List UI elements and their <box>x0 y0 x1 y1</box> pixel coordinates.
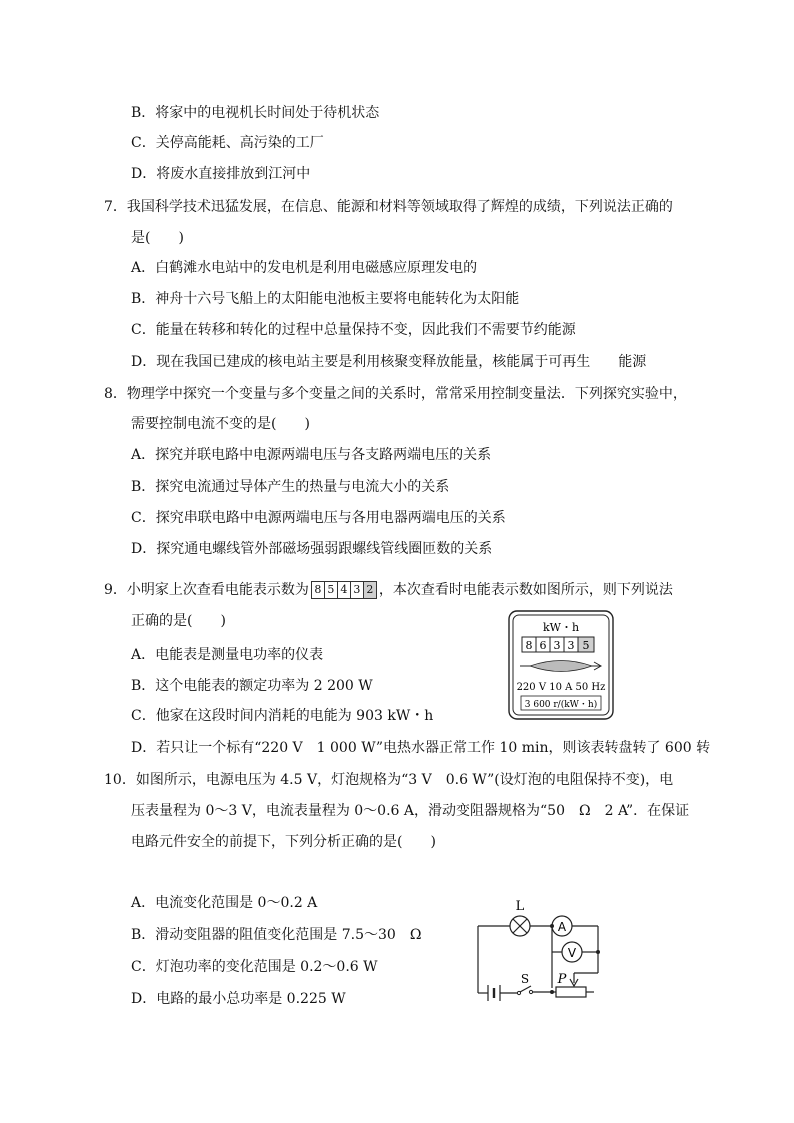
electric-meter-figure <box>508 610 614 720</box>
q7-option-a: A．白鹤滩水电站中的发电机是利用电磁感应原理发电的 <box>131 260 478 276</box>
junction-dot <box>550 990 554 994</box>
lamp-label: L <box>515 899 525 914</box>
meter-digit: 8 <box>525 639 533 652</box>
q9-stem-line2: 正确的是( ) <box>131 613 226 629</box>
voltmeter-label: V <box>567 946 577 960</box>
q10-option-c: C．灯泡功率的变化范围是 0.2～0.6 W <box>131 959 378 975</box>
q7-stem-line2: 是( ) <box>131 230 184 246</box>
prev-digit: 3 <box>351 582 364 598</box>
meter-digit-window <box>522 637 594 652</box>
q9-stem-suffix: ，本次查看时电能表示数如图所示，则下列说法 <box>378 582 673 598</box>
q10-option-a: A．电流变化范围是 0～0.2 A <box>131 895 318 911</box>
ammeter-label: A <box>557 920 567 934</box>
meter-digit-decimal: 5 <box>582 639 590 652</box>
prev-digit: 4 <box>338 582 351 598</box>
meter-spec: 220 V 10 A 50 Hz <box>516 682 606 693</box>
battery-icon <box>488 985 500 1001</box>
meter-digit: 3 <box>567 639 575 652</box>
junction-dot <box>550 924 554 928</box>
meter-digit: 3 <box>553 639 561 652</box>
q8-option-c: C．探究串联电路中电源两端电压与各用电器两端电压的关系 <box>131 510 506 526</box>
q9-option-b: B．这个电能表的额定功率为 2 200 W <box>131 678 373 694</box>
slider-label: P <box>557 972 567 987</box>
prev-digit: 8 <box>312 582 325 598</box>
switch-icon <box>517 986 532 995</box>
circuit-diagram <box>470 893 610 1008</box>
q9-option-c: C．他家在这段时间内消耗的电能为 903 kW・h <box>131 708 434 724</box>
circuit-wires <box>478 926 598 993</box>
q9-stem-line1 <box>104 580 673 600</box>
q10-option-d: D．电路的最小总功率是 0.225 W <box>131 991 346 1007</box>
meter-unit: kW・h <box>542 621 580 634</box>
q8-stem-line1: 8．物理学中探究一个变量与多个变量之间的关系时，常常采用控制变量法．下列探究实验中， <box>104 386 687 402</box>
prev-digit-decimal: 2 <box>364 582 376 598</box>
q8-stem-line2: 需要控制电流不变的是( ) <box>131 416 310 432</box>
q8-option-b: B．探究电流通过导体产生的热量与电流大小的关系 <box>131 479 450 495</box>
q6-option-b: B．将家中的电视机长时间处于待机状态 <box>131 105 380 121</box>
previous-meter-reading <box>311 581 377 599</box>
q6-option-d: D．将废水直接排放到江河中 <box>131 166 311 182</box>
switch-label: S <box>520 972 530 986</box>
meter-rate: 3 600 r/(kW・h) <box>524 700 598 710</box>
q10-option-b: B．滑动变阻器的阻值变化范围是 7.5～30 Ω <box>131 927 422 943</box>
q8-option-d: D．探究通电螺线管外部磁场强弱跟螺线管线圈匝数的关系 <box>131 541 493 557</box>
q6-option-c: C．关停高能耗、高污染的工厂 <box>131 135 324 151</box>
meter-digit: 6 <box>539 639 547 652</box>
q7-stem-line1: 7．我国科学技术迅猛发展，在信息、能源和材料等领域取得了辉煌的成绩，下列说法正确的 <box>104 199 673 215</box>
junction-dot <box>596 950 600 954</box>
q7-option-b: B．神舟十六号飞船上的太阳能电池板主要将电能转化为太阳能 <box>131 291 520 307</box>
q7-option-d: D．现在我国已建成的核电站主要是利用核聚变释放能量，核能属于可再生 能源 <box>131 354 647 370</box>
q10-stem-line1: 10．如图所示，电源电压为 4.5 V，灯泡规格为“3 V 0.6 W”(设灯泡的电阻保持不变)，电 <box>104 772 674 788</box>
lamp-icon <box>510 916 530 936</box>
q7-option-c: C．能量在转移和转化的过程中总量保持不变，因此我们不需要节约能源 <box>131 322 576 338</box>
q8-option-a: A．探究并联电路中电源两端电压与各支路两端电压的关系 <box>131 447 492 463</box>
q9-stem-prefix: 9．小明家上次查看电能表示数为 <box>104 582 309 598</box>
q10-stem-line3: 电路元件安全的前提下，下列分析正确的是( ) <box>131 834 436 850</box>
prev-digit: 5 <box>325 582 338 598</box>
q10-stem-line2: 压表量程为 0～3 V，电流表量程为 0～0.6 A，滑动变阻器规格为“50 Ω 2 A”．在保证 <box>131 803 690 819</box>
q9-option-a: A．电能表是测量电功率的仪表 <box>131 647 324 663</box>
q9-option-d: D．若只让一个标有“220 V 1 000 W”电热水器正常工作 10 min，则该表转盘转了 600 转 <box>131 740 711 756</box>
